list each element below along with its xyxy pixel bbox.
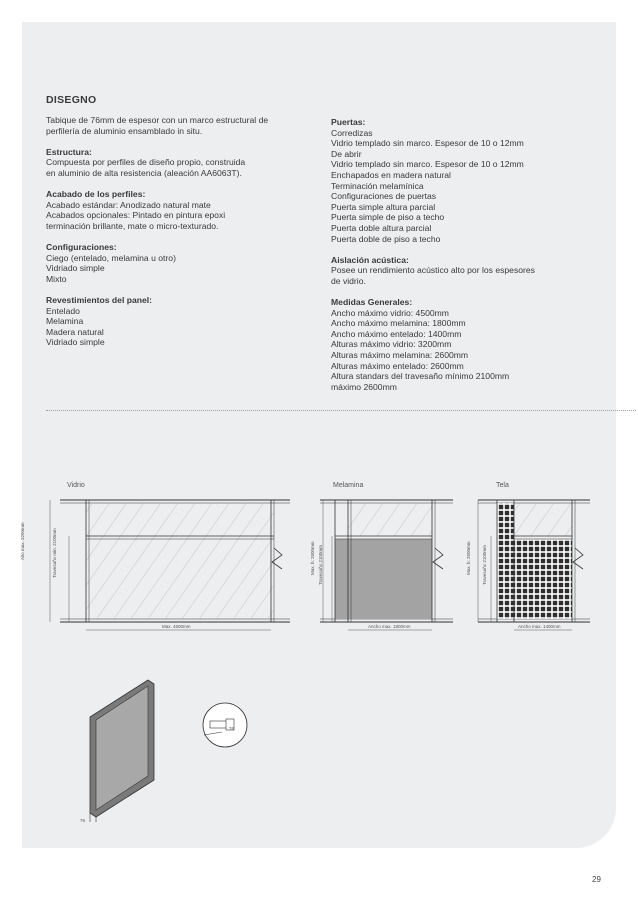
vidrio-width-dim: Max. 4500mm [162, 624, 191, 629]
section-line: Mixto [46, 273, 67, 284]
vidrio-label: Vidrio [67, 482, 85, 489]
page-number: 29 [592, 875, 601, 884]
section-line: Ancho máximo vidrio: 4500mm [331, 307, 449, 318]
fabric-panel [497, 503, 514, 619]
tela-width-dim: Ancho max. 1400mm [518, 624, 561, 629]
section-line: De abrir [331, 148, 362, 159]
melamina-transom-dim: Travesaño 2100mm [318, 545, 323, 585]
section-line: Acabados opcionales: Pintado en pintura epoxi [46, 210, 226, 221]
profile-detail [203, 703, 247, 747]
intro-text: Tabique de 76mm de espesor con un marco estructural de perfilería de aluminio ensamblado in situ. [46, 115, 269, 136]
fabric-panel [514, 539, 572, 619]
section-heading: Configuraciones: [46, 242, 117, 253]
section-line: Ancho máximo entelado: 1400mm [331, 328, 462, 339]
section-line: Entelado [46, 305, 80, 316]
section-line: Puerta doble altura parcial [331, 222, 432, 233]
section-line: Terminación melamínica [331, 180, 424, 191]
tela-height-dim: Max. h: 2600mm [466, 541, 471, 575]
break-mark [573, 548, 583, 569]
section-line: Acabado estándar: Anodizado natural mate [46, 199, 211, 210]
section-line: de vidrio. [331, 275, 366, 286]
section-line: Enchapados en madera natural [331, 169, 451, 180]
section-line: Alturas máximo vidrio: 3200mm [331, 339, 452, 350]
section-line: Posee un rendimiento acústico alto por los espesores [331, 265, 535, 276]
section-heading: Estructura: [46, 146, 92, 157]
section-line: Ancho máximo melamina: 1800mm [331, 318, 466, 329]
vidrio-transom-dim: Travesaño min. 2100mm [52, 528, 57, 578]
section-line: Ciego (entelado, melamina u otro) [46, 252, 176, 263]
section-line: Configuraciones de puertas [331, 191, 437, 202]
section-line: Vidriado simple [46, 263, 105, 274]
section-line: Puerta simple de piso a techo [331, 212, 445, 223]
section-heading: Medidas Generales: [331, 297, 413, 308]
tela-label: Tela [496, 482, 509, 489]
vidrio-height-dim: Alto max. 3200mm [20, 522, 25, 560]
melamina-width-dim: Ancho max. 1800mm [368, 624, 411, 629]
section-line: en aluminio de alta resistencia (aleación AA6063T). [46, 167, 242, 178]
section-line: Puerta doble de piso a techo [331, 233, 441, 244]
section-line: Alturas máximo melamina: 2600mm [331, 350, 469, 361]
section-heading: Revestimientos del panel: [46, 295, 153, 306]
detail-thickness-dim: 76 [229, 726, 235, 731]
section-line: Vidriado simple [46, 337, 105, 348]
glass-pane [348, 503, 432, 536]
melamina-drawing [320, 500, 453, 630]
section-line: Vidrio templado sin marco. Espesor de 10 o 12mm [331, 138, 524, 149]
iso-thickness-dim: 76 [80, 818, 86, 823]
section-line: Compuesta por perfiles de diseño propio, construida [46, 157, 246, 168]
isometric-panel [90, 680, 154, 822]
section-heading: Aislación acústica: [331, 254, 409, 265]
tela-transom-dim: Travesaño 2100mm [482, 545, 487, 585]
section-line: Melamina [46, 316, 84, 327]
section-line: Vidrio templado sin marco. Espesor de 10 o 12mm [331, 159, 524, 170]
section-line: Alturas máximo entelado: 2600mm [331, 360, 464, 371]
section-line: terminación brillante, mate o micro-texturado. [46, 220, 219, 231]
break-mark [433, 548, 443, 569]
section-heading: Puertas: [331, 117, 366, 127]
section-heading: Acabado de los perfiles: [46, 189, 146, 200]
melamina-label: Melamina [333, 482, 364, 489]
section-line: Altura standars del travesaño mínimo 2100mm [331, 371, 510, 382]
page-title: DISEGNO [46, 94, 97, 106]
section-line: Puerta simple altura parcial [331, 201, 436, 212]
glass-pane [514, 503, 572, 536]
vidrio-drawing [50, 500, 290, 630]
melamina-height-dim: Max. h: 2600mm [310, 541, 315, 575]
glass-pane [86, 503, 274, 619]
melamina-panel [335, 539, 432, 619]
tela-drawing [478, 500, 590, 630]
section-line: Madera natural [46, 326, 104, 337]
section-line: Corredizas [331, 127, 373, 138]
section-line: máximo 2600mm [331, 381, 397, 392]
